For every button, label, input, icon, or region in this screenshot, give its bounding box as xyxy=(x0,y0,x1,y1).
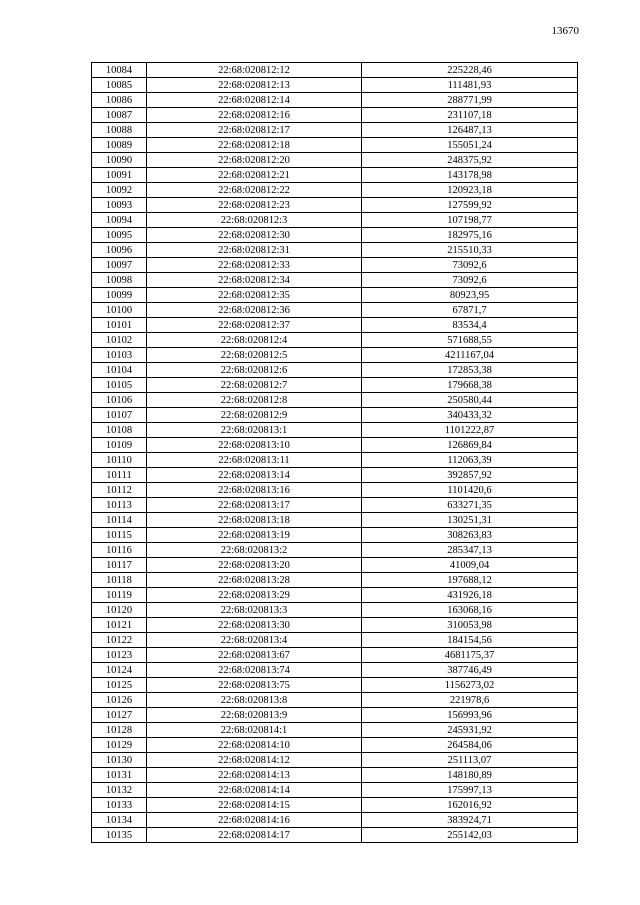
table-row xyxy=(92,663,578,678)
row-number-cell: 10115 xyxy=(92,528,147,543)
value-cell: 431926,18 xyxy=(362,588,578,603)
table-row xyxy=(92,768,578,783)
value-cell: 182975,16 xyxy=(362,228,578,243)
row-number-cell: 10097 xyxy=(92,258,147,273)
cadastral-number-cell: 22:68:020812:3 xyxy=(147,213,362,228)
row-number-cell: 10129 xyxy=(92,738,147,753)
table-row xyxy=(92,363,578,378)
table-row xyxy=(92,468,578,483)
cadastral-number-cell: 22:68:020813:9 xyxy=(147,708,362,723)
table-row xyxy=(92,333,578,348)
cadastral-number-cell: 22:68:020814:1 xyxy=(147,723,362,738)
table-row xyxy=(92,393,578,408)
registry-table-body xyxy=(92,63,578,843)
value-cell: 231107,18 xyxy=(362,108,578,123)
value-cell: 392857,92 xyxy=(362,468,578,483)
row-number-cell: 10102 xyxy=(92,333,147,348)
cadastral-number-cell: 22:68:020813:20 xyxy=(147,558,362,573)
value-cell: 4211167,04 xyxy=(362,348,578,363)
row-number-cell: 10088 xyxy=(92,123,147,138)
value-cell: 184154,56 xyxy=(362,633,578,648)
row-number-cell: 10094 xyxy=(92,213,147,228)
table-row xyxy=(92,648,578,663)
value-cell: 41009,04 xyxy=(362,558,578,573)
row-number-cell: 10089 xyxy=(92,138,147,153)
cadastral-number-cell: 22:68:020812:18 xyxy=(147,138,362,153)
row-number-cell: 10091 xyxy=(92,168,147,183)
table-row xyxy=(92,408,578,423)
table-row xyxy=(92,723,578,738)
row-number-cell: 10116 xyxy=(92,543,147,558)
value-cell: 143178,98 xyxy=(362,168,578,183)
value-cell: 179668,38 xyxy=(362,378,578,393)
cadastral-number-cell: 22:68:020812:20 xyxy=(147,153,362,168)
cadastral-number-cell: 22:68:020813:11 xyxy=(147,453,362,468)
table-row xyxy=(92,708,578,723)
row-number-cell: 10117 xyxy=(92,558,147,573)
table-row xyxy=(92,438,578,453)
value-cell: 127599,92 xyxy=(362,198,578,213)
value-cell: 251113,07 xyxy=(362,753,578,768)
row-number-cell: 10103 xyxy=(92,348,147,363)
row-number-cell: 10096 xyxy=(92,243,147,258)
row-number-cell: 10099 xyxy=(92,288,147,303)
table-row xyxy=(92,558,578,573)
row-number-cell: 10131 xyxy=(92,768,147,783)
row-number-cell: 10122 xyxy=(92,633,147,648)
value-cell: 340433,32 xyxy=(362,408,578,423)
cadastral-number-cell: 22:68:020812:33 xyxy=(147,258,362,273)
value-cell: 148180,89 xyxy=(362,768,578,783)
row-number-cell: 10114 xyxy=(92,513,147,528)
value-cell: 83534,4 xyxy=(362,318,578,333)
table-row xyxy=(92,753,578,768)
row-number-cell: 10105 xyxy=(92,378,147,393)
cadastral-number-cell: 22:68:020812:4 xyxy=(147,333,362,348)
table-row xyxy=(92,183,578,198)
value-cell: 111481,93 xyxy=(362,78,578,93)
row-number-cell: 10118 xyxy=(92,573,147,588)
value-cell: 156993,96 xyxy=(362,708,578,723)
table-row xyxy=(92,168,578,183)
cadastral-number-cell: 22:68:020813:3 xyxy=(147,603,362,618)
cadastral-number-cell: 22:68:020814:16 xyxy=(147,813,362,828)
row-number-cell: 10111 xyxy=(92,468,147,483)
value-cell: 126487,13 xyxy=(362,123,578,138)
cadastral-number-cell: 22:68:020813:18 xyxy=(147,513,362,528)
cadastral-number-cell: 22:68:020813:29 xyxy=(147,588,362,603)
table-row xyxy=(92,693,578,708)
cadastral-number-cell: 22:68:020813:74 xyxy=(147,663,362,678)
row-number-cell: 10132 xyxy=(92,783,147,798)
row-number-cell: 10101 xyxy=(92,318,147,333)
table-row xyxy=(92,798,578,813)
cadastral-number-cell: 22:68:020814:12 xyxy=(147,753,362,768)
value-cell: 225228,46 xyxy=(362,63,578,78)
table-row xyxy=(92,813,578,828)
cadastral-number-cell: 22:68:020814:13 xyxy=(147,768,362,783)
page-number: 13670 xyxy=(551,25,579,37)
row-number-cell: 10104 xyxy=(92,363,147,378)
cadastral-number-cell: 22:68:020812:22 xyxy=(147,183,362,198)
cadastral-number-cell: 22:68:020813:14 xyxy=(147,468,362,483)
value-cell: 285347,13 xyxy=(362,543,578,558)
value-cell: 175997,13 xyxy=(362,783,578,798)
row-number-cell: 10112 xyxy=(92,483,147,498)
table-row xyxy=(92,828,578,843)
value-cell: 126869,84 xyxy=(362,438,578,453)
table-row xyxy=(92,483,578,498)
table-row xyxy=(92,588,578,603)
row-number-cell: 10123 xyxy=(92,648,147,663)
cadastral-number-cell: 22:68:020812:16 xyxy=(147,108,362,123)
cadastral-number-cell: 22:68:020813:4 xyxy=(147,633,362,648)
cadastral-number-cell: 22:68:020812:12 xyxy=(147,63,362,78)
table-row xyxy=(92,78,578,93)
cadastral-number-cell: 22:68:020813:67 xyxy=(147,648,362,663)
table-row xyxy=(92,498,578,513)
value-cell: 107198,77 xyxy=(362,213,578,228)
row-number-cell: 10134 xyxy=(92,813,147,828)
value-cell: 308263,83 xyxy=(362,528,578,543)
table-row xyxy=(92,783,578,798)
value-cell: 73092,6 xyxy=(362,273,578,288)
row-number-cell: 10086 xyxy=(92,93,147,108)
cadastral-number-cell: 22:68:020813:17 xyxy=(147,498,362,513)
cadastral-number-cell: 22:68:020813:28 xyxy=(147,573,362,588)
value-cell: 245931,92 xyxy=(362,723,578,738)
row-number-cell: 10120 xyxy=(92,603,147,618)
table-row xyxy=(92,603,578,618)
cadastral-number-cell: 22:68:020812:31 xyxy=(147,243,362,258)
row-number-cell: 10126 xyxy=(92,693,147,708)
registry-table xyxy=(91,62,578,843)
table-row xyxy=(92,288,578,303)
value-cell: 163068,16 xyxy=(362,603,578,618)
cadastral-number-cell: 22:68:020812:17 xyxy=(147,123,362,138)
value-cell: 120923,18 xyxy=(362,183,578,198)
row-number-cell: 10113 xyxy=(92,498,147,513)
value-cell: 387746,49 xyxy=(362,663,578,678)
table-row xyxy=(92,198,578,213)
cadastral-number-cell: 22:68:020812:37 xyxy=(147,318,362,333)
table-row xyxy=(92,618,578,633)
row-number-cell: 10135 xyxy=(92,828,147,843)
value-cell: 155051,24 xyxy=(362,138,578,153)
cadastral-number-cell: 22:68:020812:30 xyxy=(147,228,362,243)
table-row xyxy=(92,453,578,468)
row-number-cell: 10087 xyxy=(92,108,147,123)
table-row xyxy=(92,303,578,318)
row-number-cell: 10107 xyxy=(92,408,147,423)
value-cell: 215510,33 xyxy=(362,243,578,258)
table-row xyxy=(92,543,578,558)
value-cell: 112063,39 xyxy=(362,453,578,468)
row-number-cell: 10128 xyxy=(92,723,147,738)
row-number-cell: 10098 xyxy=(92,273,147,288)
table-row xyxy=(92,633,578,648)
table-row xyxy=(92,243,578,258)
row-number-cell: 10127 xyxy=(92,708,147,723)
table-row xyxy=(92,228,578,243)
table-row xyxy=(92,528,578,543)
value-cell: 633271,35 xyxy=(362,498,578,513)
cadastral-number-cell: 22:68:020814:14 xyxy=(147,783,362,798)
row-number-cell: 10121 xyxy=(92,618,147,633)
value-cell: 264584,06 xyxy=(362,738,578,753)
value-cell: 221978,6 xyxy=(362,693,578,708)
row-number-cell: 10084 xyxy=(92,63,147,78)
row-number-cell: 10110 xyxy=(92,453,147,468)
value-cell: 310053,98 xyxy=(362,618,578,633)
value-cell: 383924,71 xyxy=(362,813,578,828)
value-cell: 73092,6 xyxy=(362,258,578,273)
table-row xyxy=(92,378,578,393)
cadastral-number-cell: 22:68:020812:6 xyxy=(147,363,362,378)
value-cell: 80923,95 xyxy=(362,288,578,303)
value-cell: 1156273,02 xyxy=(362,678,578,693)
value-cell: 1101420,6 xyxy=(362,483,578,498)
cadastral-number-cell: 22:68:020814:10 xyxy=(147,738,362,753)
value-cell: 1101222,87 xyxy=(362,423,578,438)
row-number-cell: 10109 xyxy=(92,438,147,453)
cadastral-number-cell: 22:68:020812:21 xyxy=(147,168,362,183)
value-cell: 288771,99 xyxy=(362,93,578,108)
cadastral-number-cell: 22:68:020812:8 xyxy=(147,393,362,408)
value-cell: 172853,38 xyxy=(362,363,578,378)
row-number-cell: 10133 xyxy=(92,798,147,813)
row-number-cell: 10130 xyxy=(92,753,147,768)
cadastral-number-cell: 22:68:020813:8 xyxy=(147,693,362,708)
table-row xyxy=(92,213,578,228)
row-number-cell: 10119 xyxy=(92,588,147,603)
table-row xyxy=(92,348,578,363)
table-row xyxy=(92,63,578,78)
cadastral-number-cell: 22:68:020813:30 xyxy=(147,618,362,633)
value-cell: 162016,92 xyxy=(362,798,578,813)
table-row xyxy=(92,738,578,753)
value-cell: 571688,55 xyxy=(362,333,578,348)
value-cell: 250580,44 xyxy=(362,393,578,408)
row-number-cell: 10124 xyxy=(92,663,147,678)
value-cell: 197688,12 xyxy=(362,573,578,588)
value-cell: 130251,31 xyxy=(362,513,578,528)
cadastral-number-cell: 22:68:020813:10 xyxy=(147,438,362,453)
cadastral-number-cell: 22:68:020814:17 xyxy=(147,828,362,843)
table-row xyxy=(92,138,578,153)
table-row xyxy=(92,123,578,138)
cadastral-number-cell: 22:68:020812:9 xyxy=(147,408,362,423)
row-number-cell: 10092 xyxy=(92,183,147,198)
cadastral-number-cell: 22:68:020812:5 xyxy=(147,348,362,363)
table-row xyxy=(92,513,578,528)
table-row xyxy=(92,678,578,693)
value-cell: 4681175,37 xyxy=(362,648,578,663)
row-number-cell: 10125 xyxy=(92,678,147,693)
value-cell: 67871,7 xyxy=(362,303,578,318)
cadastral-number-cell: 22:68:020813:1 xyxy=(147,423,362,438)
table-row xyxy=(92,258,578,273)
row-number-cell: 10090 xyxy=(92,153,147,168)
cadastral-number-cell: 22:68:020812:14 xyxy=(147,93,362,108)
table-row xyxy=(92,318,578,333)
cadastral-number-cell: 22:68:020812:23 xyxy=(147,198,362,213)
cadastral-number-cell: 22:68:020812:34 xyxy=(147,273,362,288)
row-number-cell: 10108 xyxy=(92,423,147,438)
cadastral-number-cell: 22:68:020813:2 xyxy=(147,543,362,558)
row-number-cell: 10085 xyxy=(92,78,147,93)
cadastral-number-cell: 22:68:020812:35 xyxy=(147,288,362,303)
table-row xyxy=(92,93,578,108)
cadastral-number-cell: 22:68:020813:16 xyxy=(147,483,362,498)
table-row xyxy=(92,423,578,438)
row-number-cell: 10106 xyxy=(92,393,147,408)
cadastral-number-cell: 22:68:020813:75 xyxy=(147,678,362,693)
row-number-cell: 10095 xyxy=(92,228,147,243)
cadastral-number-cell: 22:68:020812:36 xyxy=(147,303,362,318)
value-cell: 248375,92 xyxy=(362,153,578,168)
cadastral-number-cell: 22:68:020813:19 xyxy=(147,528,362,543)
cadastral-number-cell: 22:68:020812:13 xyxy=(147,78,362,93)
table-row xyxy=(92,108,578,123)
table-row xyxy=(92,153,578,168)
row-number-cell: 10093 xyxy=(92,198,147,213)
table-row xyxy=(92,573,578,588)
cadastral-number-cell: 22:68:020812:7 xyxy=(147,378,362,393)
table-row xyxy=(92,273,578,288)
cadastral-number-cell: 22:68:020814:15 xyxy=(147,798,362,813)
value-cell: 255142,03 xyxy=(362,828,578,843)
row-number-cell: 10100 xyxy=(92,303,147,318)
